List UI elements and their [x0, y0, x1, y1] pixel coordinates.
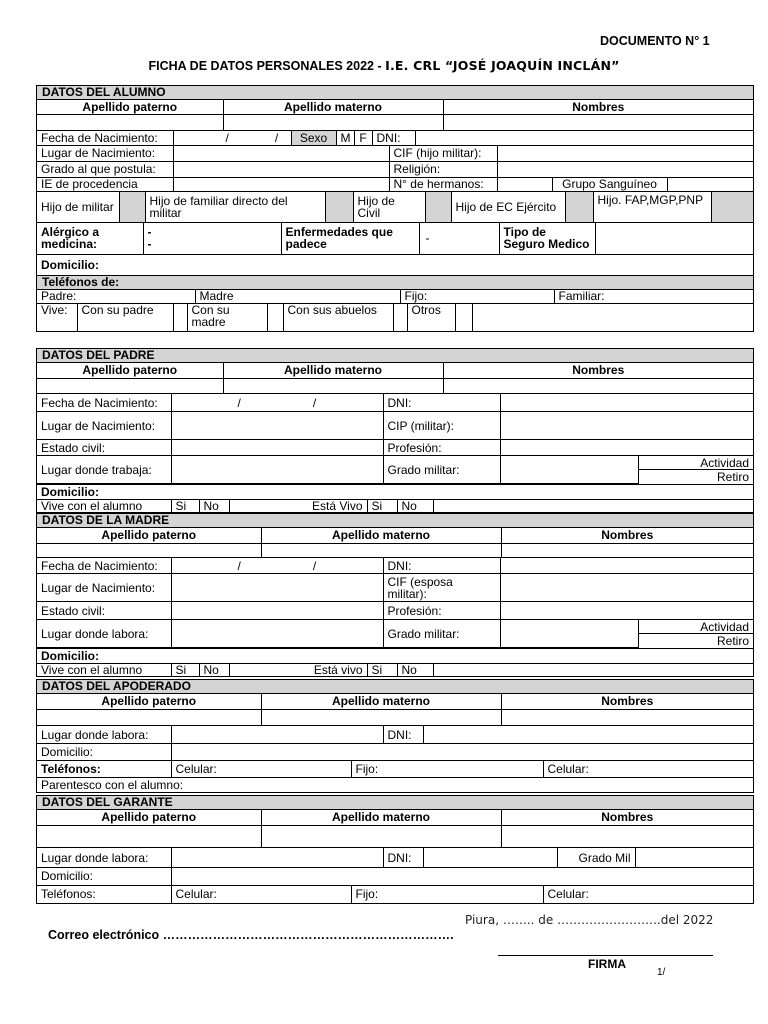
option-retiro[interactable]: Retiro — [638, 634, 753, 648]
label-n-hermanos: N° de hermanos: — [389, 177, 497, 191]
alumno-telefonos-table — [37, 290, 753, 303]
field-blank — [433, 499, 753, 512]
date-slash: / — [237, 558, 241, 573]
label-dni: DNI: — [383, 394, 500, 412]
label-con-padre: Con su padre — [77, 303, 173, 331]
apoderado-tel-table — [37, 760, 753, 778]
field-nombres[interactable] — [501, 825, 753, 847]
label-otros: Otros — [407, 303, 455, 331]
field-apellido-materno[interactable] — [223, 378, 443, 393]
field-celular-2[interactable]: Celular: — [543, 885, 753, 903]
check-hijo-fap[interactable] — [711, 192, 753, 222]
check-hijo-familiar[interactable] — [325, 192, 353, 222]
label-lugar-nacimiento: Lugar de Nacimiento: — [37, 574, 171, 602]
label-apellido-paterno: Apellido paterno — [37, 363, 223, 378]
field-dni[interactable] — [500, 558, 753, 574]
label-lugar-labora: Lugar donde labora: — [37, 848, 171, 868]
label-cif: CIF (hijo militar): — [389, 145, 497, 161]
field-apellido-paterno[interactable] — [37, 709, 261, 725]
label-hijo-civil: Hijo de Civil — [353, 192, 425, 222]
field-religion[interactable] — [497, 161, 753, 177]
label-hijo-fap: Hijo. FAP,MGP,PNP — [593, 192, 711, 222]
label-telefonos-de: Teléfonos de: — [37, 275, 753, 290]
field-apellido-materno[interactable] — [261, 825, 501, 847]
field-fecha-nacimiento[interactable] — [173, 131, 291, 145]
padre-vive-table — [37, 499, 753, 513]
date-slash: / — [274, 130, 279, 145]
label-telefonos: Teléfonos: — [37, 885, 171, 903]
option-sexo-m[interactable]: M — [336, 131, 354, 145]
label-apellido-materno: Apellido materno — [223, 100, 443, 114]
apoderado-names-table — [37, 694, 753, 725]
label-grado-postula: Grado al que postula: — [37, 161, 173, 177]
label-apellido-materno: Apellido materno — [223, 363, 443, 378]
section-padre — [36, 348, 754, 513]
label-hijo-ec: Hijo de EC Ejército — [451, 192, 565, 222]
field-fecha-nacimiento[interactable] — [171, 394, 383, 412]
label-vive-alumno: Vive con el alumno — [37, 663, 171, 676]
madre-vive-table — [37, 663, 753, 677]
signature-line — [498, 955, 713, 956]
section-title-alumno: DATOS DEL ALUMNO — [37, 86, 753, 100]
garante-names-table — [37, 810, 753, 847]
label-apellido-paterno: Apellido paterno — [37, 100, 223, 114]
field-lugar-nacimiento[interactable] — [171, 574, 383, 602]
check-otros[interactable] — [455, 303, 472, 331]
label-dni: DNI: — [383, 726, 423, 744]
field-apellido-paterno[interactable] — [37, 378, 223, 393]
field-blank — [433, 663, 753, 676]
field-nombres[interactable] — [501, 709, 753, 725]
label-lugar-trabaja: Lugar donde trabaja: — [37, 456, 171, 484]
option-si[interactable]: Si — [171, 663, 199, 676]
label-profesion: Profesión: — [383, 602, 500, 620]
field-alergico[interactable] — [143, 222, 281, 254]
field-lugar-labora[interactable] — [171, 848, 383, 868]
field-otros[interactable] — [472, 303, 753, 331]
padre-info-table — [37, 393, 753, 484]
option-no[interactable]: No — [199, 663, 229, 676]
label-lugar-nacimiento: Lugar de Nacimiento: — [37, 145, 173, 161]
field-dni[interactable] — [415, 131, 753, 145]
label-fecha-nacimiento: Fecha de Nacimiento: — [37, 558, 171, 574]
option-si[interactable]: Si — [367, 499, 397, 512]
label-apellido-materno: Apellido materno — [261, 810, 501, 825]
label-cip: CIP (militar): — [383, 412, 500, 440]
email-field[interactable]: Correo electrónico ……………………………………………………………. — [48, 928, 454, 942]
check-hijo-militar[interactable] — [119, 192, 145, 222]
section-garante — [36, 795, 754, 904]
label-profesion: Profesión: — [383, 440, 500, 456]
label-tel-madre: Madre — [195, 290, 400, 303]
label-nombres: Nombres — [443, 100, 753, 114]
field-cif[interactable] — [497, 145, 753, 161]
label-estado-civil: Estado civil: — [37, 440, 171, 456]
field-celular-2[interactable]: Celular: — [543, 760, 753, 777]
field-lugar-nacimiento[interactable] — [171, 412, 383, 440]
garante-tel-table — [37, 885, 753, 904]
field-apellido-materno[interactable] — [261, 543, 501, 557]
field-lugar-labora[interactable] — [171, 620, 383, 648]
label-enfermedades: Enfermedades que padece — [281, 222, 419, 254]
alumno-vive-table — [37, 303, 753, 332]
field-profesion[interactable] — [500, 440, 753, 456]
label-apellido-materno: Apellido materno — [261, 528, 501, 543]
label-religion: Religión: — [389, 161, 497, 177]
field-fijo[interactable]: Fijo: — [351, 885, 543, 903]
field-fijo[interactable]: Fijo: — [351, 760, 543, 777]
field-tipo-seguro[interactable] — [595, 222, 753, 254]
option-actividad[interactable]: Actividad — [638, 456, 753, 470]
label-cif-esposa: CIF (esposa militar): — [383, 574, 500, 602]
field-apellido-materno[interactable] — [261, 709, 501, 725]
field-dni[interactable] — [423, 726, 753, 744]
alumno-names-table — [37, 100, 753, 130]
label-alergico: Alérgico a medicina: — [37, 222, 143, 254]
madre-names-table — [37, 528, 753, 557]
place-date: Piura, …….. de ……………………..del 2022 — [465, 913, 714, 927]
section-madre — [36, 513, 754, 677]
madre-domicilio-table — [37, 648, 753, 663]
field-grupo-sanguineo[interactable] — [667, 177, 753, 191]
label-nombres: Nombres — [443, 363, 753, 378]
school-name: I.E. CRL “JOSÉ JOAQUÍN INCLÁN” — [385, 58, 620, 73]
option-si[interactable]: Si — [171, 499, 199, 512]
option-no[interactable]: No — [397, 499, 433, 512]
section-title-padre: DATOS DEL PADRE — [37, 349, 753, 363]
label-apellido-paterno: Apellido paterno — [37, 694, 261, 709]
label-hijo-familiar: Hijo de familiar directo del militar — [145, 192, 325, 222]
apoderado-parentesco-table — [37, 777, 753, 792]
field-grado-postula[interactable] — [173, 161, 389, 177]
label-esta-vivo: Está vivo — [229, 663, 367, 676]
label-grado-militar: Grado militar: — [383, 456, 500, 484]
document-number: DOCUMENTO N° 1 — [600, 34, 710, 48]
option-retiro[interactable]: Retiro — [638, 470, 753, 484]
alumno-hijo-table — [37, 191, 753, 222]
dash: - — [147, 225, 152, 240]
label-hijo-militar: Hijo de militar — [37, 192, 119, 222]
date-slash: / — [312, 558, 317, 573]
label-lugar-labora: Lugar donde labora: — [37, 726, 171, 744]
label-grado-militar: Grado militar: — [383, 620, 500, 648]
check-con-abuelos[interactable] — [393, 303, 407, 331]
option-no[interactable]: No — [199, 499, 229, 512]
date-slash: / — [312, 395, 317, 410]
label-domicilio: Domicilio: — [37, 744, 171, 760]
check-con-padre[interactable] — [173, 303, 187, 331]
option-actividad[interactable]: Actividad — [638, 620, 753, 634]
label-dni: DNI: — [383, 848, 423, 868]
dash: - — [425, 231, 430, 246]
label-apellido-paterno: Apellido paterno — [37, 810, 261, 825]
label-vive: Vive: — [37, 303, 77, 331]
padre-names-table — [37, 363, 753, 393]
field-profesion[interactable] — [500, 602, 753, 620]
check-con-madre[interactable] — [267, 303, 283, 331]
label-grado-mil: Grado Mil — [557, 848, 635, 868]
field-apellido-paterno[interactable] — [37, 543, 261, 557]
field-cip[interactable] — [500, 412, 753, 440]
label-con-abuelos: Con sus abuelos — [283, 303, 393, 331]
field-apellido-paterno[interactable] — [37, 825, 261, 847]
option-si[interactable]: Si — [367, 663, 397, 676]
signature-label: FIRMA — [588, 957, 626, 971]
option-no[interactable]: No — [397, 663, 433, 676]
field-lugar-trabaja[interactable] — [171, 456, 383, 484]
dash: - — [147, 237, 152, 252]
alumno-birth-table — [37, 130, 753, 145]
field-grado-militar[interactable] — [500, 456, 638, 484]
date-slash: / — [225, 130, 229, 145]
label-nombres: Nombres — [501, 810, 753, 825]
garante-info-table — [37, 847, 753, 885]
page-number: 1/ — [657, 967, 666, 978]
field-dni[interactable] — [423, 848, 557, 868]
label-domicilio: Domicilio: — [37, 868, 171, 885]
alumno-domicilio-table — [37, 254, 753, 275]
label-tipo-seguro: Tipo de Seguro Medico — [499, 222, 595, 254]
field-celular[interactable]: Celular: — [171, 760, 351, 777]
form-title-prefix: FICHA DE DATOS PERSONALES 2022 - — [148, 59, 386, 73]
field-grado-militar[interactable] — [500, 620, 638, 648]
section-title-apoderado: DATOS DEL APODERADO — [37, 680, 753, 694]
field-apellido-materno[interactable] — [223, 114, 443, 130]
alumno-salud-table — [37, 222, 753, 255]
label-telefonos: Teléfonos: — [37, 760, 171, 777]
madre-info-table — [37, 557, 753, 648]
label-tel-padre: Padre: — [37, 290, 195, 303]
field-cif-esposa[interactable] — [500, 574, 753, 602]
field-estado-civil[interactable] — [171, 440, 383, 456]
label-fecha-nacimiento: Fecha de Nacimiento: — [37, 394, 171, 412]
apoderado-info-table — [37, 725, 753, 760]
section-title-garante: DATOS DEL GARANTE — [37, 796, 753, 810]
check-hijo-civil[interactable] — [425, 192, 451, 222]
label-tel-familiar: Familiar: — [554, 290, 753, 303]
field-fecha-nacimiento[interactable] — [171, 558, 383, 574]
field-lugar-labora[interactable] — [171, 726, 383, 744]
option-sexo-f[interactable]: F — [354, 131, 372, 145]
label-dni: DNI: — [372, 131, 415, 145]
field-celular[interactable]: Celular: — [171, 885, 351, 903]
label-lugar-labora: Lugar donde labora: — [37, 620, 171, 648]
field-lugar-nacimiento[interactable] — [173, 145, 389, 161]
date-slash: / — [237, 395, 241, 410]
label-nombres: Nombres — [501, 528, 753, 543]
label-parentesco: Parentesco con el alumno: — [41, 777, 184, 792]
label-grupo-sanguineo: Grupo Sanguíneo — [552, 177, 667, 191]
label-apellido-paterno: Apellido paterno — [37, 528, 261, 543]
field-dni[interactable] — [500, 394, 753, 412]
label-fecha-nacimiento: Fecha de Nacimiento: — [37, 131, 173, 145]
section-apoderado — [36, 679, 754, 793]
check-hijo-ec[interactable] — [565, 192, 593, 222]
label-nombres: Nombres — [501, 694, 753, 709]
field-grado-mil[interactable] — [635, 848, 753, 868]
section-alumno — [36, 85, 754, 332]
label-domicilio-madre: Domicilio: — [41, 648, 100, 663]
label-dni: DNI: — [383, 558, 500, 574]
label-domicilio-padre: Domicilio: — [41, 484, 100, 499]
field-nombres[interactable] — [443, 378, 753, 393]
label-vive-alumno: Vive con el alumno — [37, 499, 171, 512]
field-ie-procedencia[interactable] — [173, 177, 389, 191]
field-domicilio[interactable] — [171, 744, 753, 760]
field-nombres[interactable] — [443, 114, 753, 130]
field-enfermedades[interactable] — [419, 222, 499, 254]
label-tel-fijo: Fijo: — [400, 290, 554, 303]
field-apellido-paterno[interactable] — [37, 114, 223, 130]
field-n-hermanos[interactable] — [497, 177, 552, 191]
label-esta-vivo: Está Vivo — [229, 499, 367, 512]
padre-domicilio-table — [37, 484, 753, 499]
label-con-madre: Con su madre — [187, 303, 267, 331]
label-lugar-nacimiento: Lugar de Nacimiento: — [37, 412, 171, 440]
field-domicilio[interactable] — [171, 868, 753, 885]
label-sexo: Sexo — [291, 131, 336, 145]
field-estado-civil[interactable] — [171, 602, 383, 620]
section-title-madre: DATOS DE LA MADRE — [37, 514, 753, 528]
field-nombres[interactable] — [501, 543, 753, 557]
label-apellido-materno: Apellido materno — [261, 694, 501, 709]
label-estado-civil: Estado civil: — [37, 602, 171, 620]
alumno-info-table — [37, 145, 753, 192]
label-domicilio-alumno: Domicilio: — [41, 257, 100, 272]
form-title — [0, 58, 768, 73]
label-ie-procedencia: IE de procedencia — [37, 177, 173, 191]
